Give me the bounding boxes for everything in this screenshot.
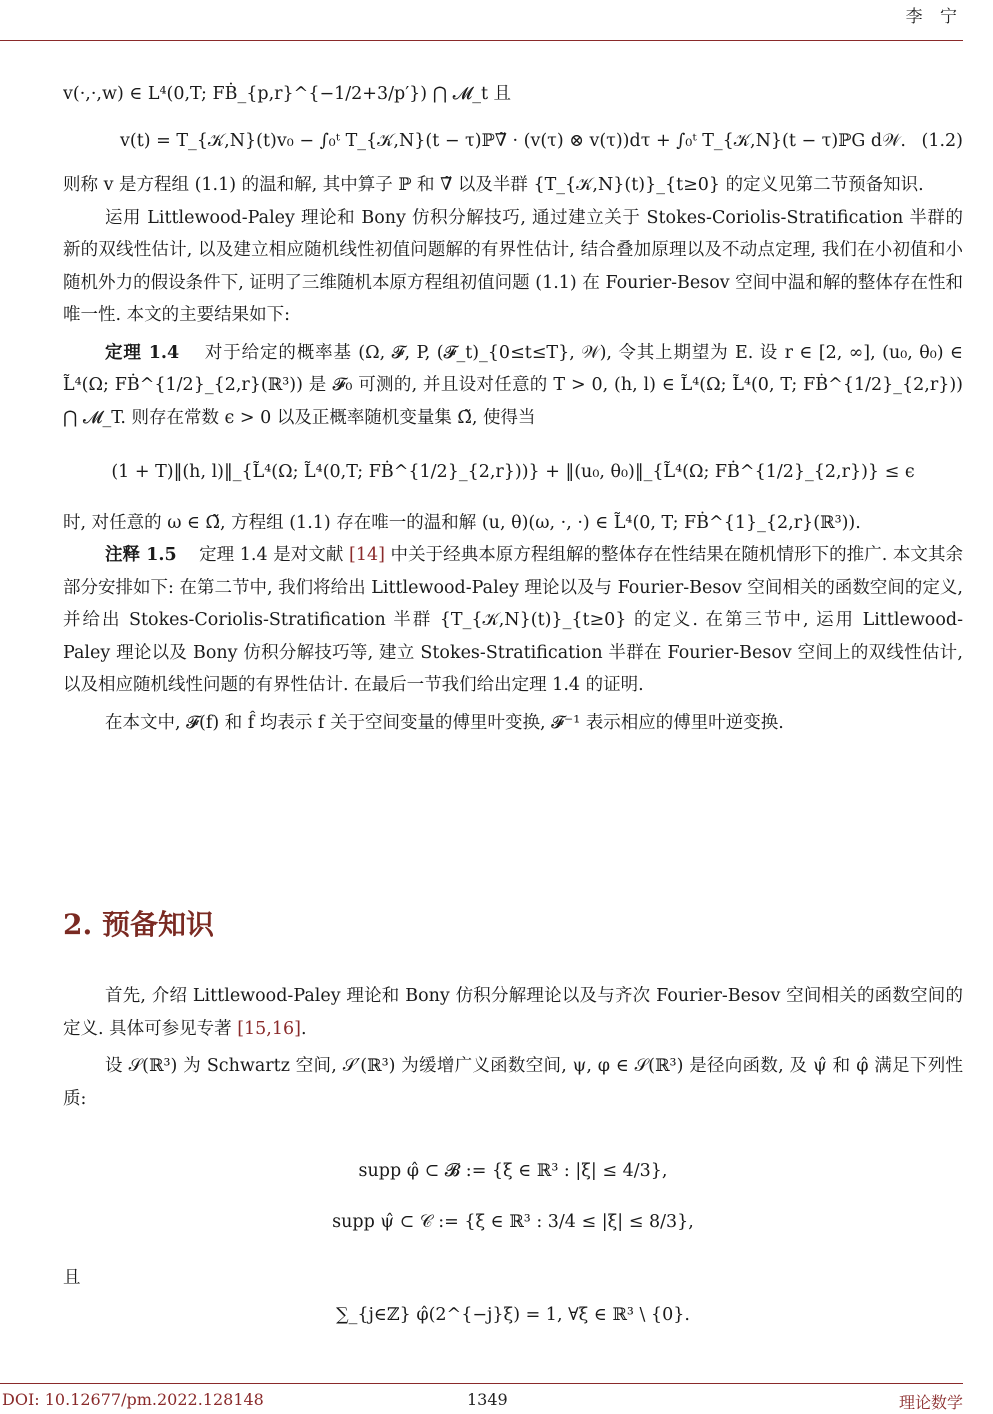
section2-content <box>63 980 963 1339</box>
theorem-text: 对于给定的概率基 (Ω, 𝓕, P, (𝓕_t)_{0≤t≤T}, 𝒲), 令其上期望为 E. 设 r ∈ [2, ∞], (u₀, θ₀) ∈ L̃⁴(Ω; FḂ^{1/2}_{2,r}(ℝ³)) 是 𝓕₀ 可测的, 并且设对任意的 T > 0, (h, l) ∈ L̃⁴(Ω; L̃⁴(0, T; FḂ^{1/2}_{2,r})) ⋂ 𝓜_T. 则存在常数 ϵ > 0 以及正概率随机变量集 Ω̃, 使得当 <box>63 342 963 428</box>
remark-text-before: 定理 1.4 是对文献 <box>199 545 349 565</box>
section2-paragraph-2: 设 𝒮(ℝ³) 为 Schwartz 空间, 𝒮′(ℝ³) 为缓增广义函数空间, ψ, φ ∈ 𝒮(ℝ³) 是径向函数, 及 ψ̂ 和 φ̂ 满足下列性质: <box>63 1056 963 1109</box>
theorem-label: 定理 1.4 <box>105 342 180 363</box>
remark-text-after: 中关于经典本原方程组解的整体存在性结果在随机情形下的推广. 本文其余部分安排如下: 在第二节中, 我们将给出 Littlewood-Paley 理论以及与 Fourier-Besov 空间相关的函数空间的定义, 并给出 Stokes-Coriolis-Stratification 半群 {T_{𝒦,N}(t)}_{t≥0} 的定义. 在第三节中, 运用 Littlewood-Paley 理论以及 Bony 仿积分解技巧等, 建立 Stokes-Stratification 半群在 Fourier-Besov 空间上的双线性估计, 以及相应随机线性问题的有界性估计. 在最后一节我们给出定理 1.4 的证明. <box>63 545 963 695</box>
equation-supp-phi: supp φ̂ ⊂ 𝓑 := {ξ ∈ ℝ³ : |ξ| ≤ 4/3}, <box>358 1161 668 1181</box>
equation-1-2-formula: v(t) = T_{𝒦,N}(t)v₀ − ∫₀ᵗ T_{𝒦,N}(t − τ)ℙ∇̃ · (v(τ) ⊗ v(τ))dτ + ∫₀ᵗ T_{𝒦,N}(t − τ)ℙG d𝒲. <box>120 130 906 151</box>
citation-link[interactable]: [15,16] <box>237 1018 301 1039</box>
header-rule <box>0 40 963 41</box>
after-equation-text: 则称 v 是方程组 (1.1) 的温和解, 其中算子 ℙ 和 ∇̃ 以及半群 {T_{𝒦,N}(t)}_{t≥0} 的定义见第二节预备知识. <box>63 175 924 195</box>
equation-supp-psi: supp ψ̂ ⊂ 𝒞 := {ξ ∈ ℝ³ : 3/4 ≤ |ξ| ≤ 8/3}, <box>332 1211 694 1232</box>
equation-condition-formula: (1 + T)‖(h, l)‖_{L̃⁴(Ω; L̃⁴(0,T; FḂ^{1/2}_{2,r}))} + ‖(u₀, θ₀)‖_{L̃⁴(Ω; FḂ^{1/2}_{2,r})} ≤ ϵ <box>111 462 915 482</box>
section2-p1-before: 首先, 介绍 Littlewood-Paley 理论和 Bony 仿积分解理论以及与齐次 Fourier-Besov 空间相关的函数空间的定义. 具体可参见专著 <box>63 986 963 1039</box>
footer-journal-link[interactable]: 理论数学 <box>898 1393 963 1412</box>
intro-line: v(·,·,w) ∈ L⁴(0,T; FḂ_{p,r}^{−1/2+3/p′}) ⋂ 𝓜_t 且 <box>63 84 512 104</box>
footer-page-number: 1349 <box>467 1390 508 1409</box>
main-content <box>63 78 963 744</box>
footer-doi-link[interactable]: DOI: 10.12677/pm.2022.128148 <box>2 1390 264 1409</box>
theorem-1-4 <box>63 337 963 435</box>
header-author: 李 宁 <box>905 7 963 27</box>
equation-sum: ∑_{j∈ℤ} φ̂(2^{−j}ξ) = 1, ∀ξ ∈ ℝ³ \ {0}. <box>336 1304 690 1325</box>
equation-number: (1.2) <box>921 130 963 151</box>
remark-1-5 <box>63 539 963 702</box>
section2-paragraph-1 <box>63 980 963 1045</box>
paragraph-fourier: 在本文中, 𝓕(f) 和 f̂ 均表示 f 关于空间变量的傅里叶变换, 𝓕⁻¹ 表示相应的傅里叶逆变换. <box>105 712 784 733</box>
section2-p1-after: . <box>300 1018 307 1039</box>
section-title: 2. 预备知识 <box>63 908 214 941</box>
equation-condition <box>63 456 963 489</box>
citation-link[interactable]: [14] <box>349 545 385 565</box>
paragraph-method: 运用 Littlewood-Paley 理论和 Bony 仿积分解技巧, 通过建立关于 Stokes-Coriolis-Stratification 半群的新的双线性估计, 以及建立相应随机线性初值问题解的有界性估计, 结合叠加原理以及不动点定理, 我们在小初值和小随机外力的假设条件下, 证明了三维随机本原方程组初值问题 (1.1) 在 Fourier-Besov 空间中温和解的整体存在性和唯一性. 本文的主要结果如下: <box>63 207 963 325</box>
and-word: 且 <box>63 1268 81 1288</box>
after-condition-text: 时, 对任意的 ω ∈ Ω̃, 方程组 (1.1) 存在唯一的温和解 (u, θ)(ω, ·, ·) ∈ L̃⁴(0, T; FḂ^{1}_{2,r}(ℝ³)). <box>63 512 861 533</box>
footer-rule <box>0 1383 963 1384</box>
equation-1-2 <box>63 125 963 158</box>
remark-label: 注释 1.5 <box>105 545 177 565</box>
